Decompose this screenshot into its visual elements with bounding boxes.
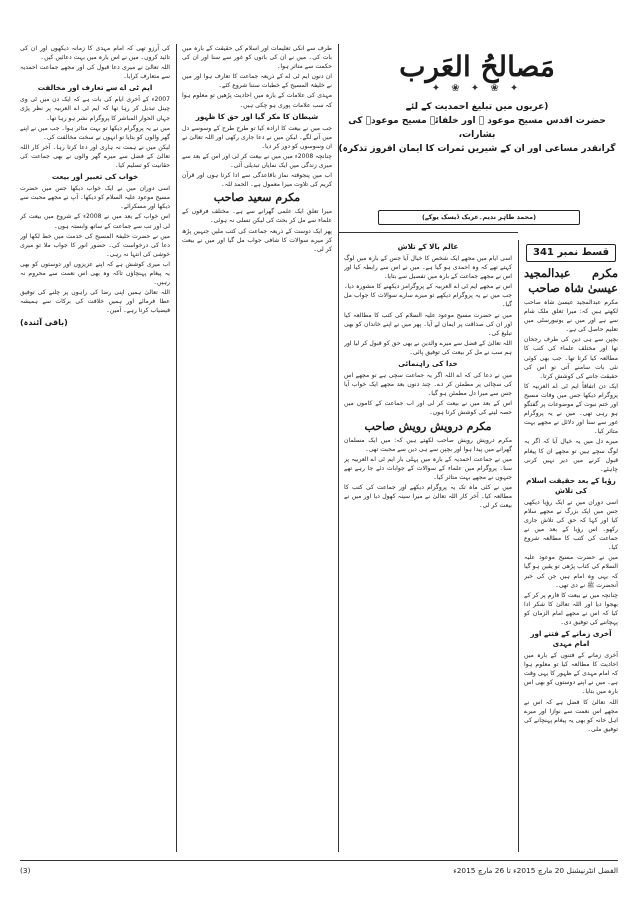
paragraph: میرا تعلق ایک علمی گھرانے سے ہے۔ مختلف فرقوں کے علماء سے مل کر بحث کی لیکن تسلی نہ ہوئی۔ <box>182 208 332 225</box>
masthead <box>338 44 616 234</box>
paragraph: پھر ایک دوست کے ذریعہ جماعت کی کتب ملیں جنہیں پڑھ کر میرے سوالات کا شافی جواب مل گیا اور میں نے بیعت کر لی۔ <box>182 227 332 253</box>
column-divider <box>518 240 519 852</box>
installment-badge: قسط نمبر 341 <box>526 244 616 262</box>
masthead-subtitle: (عربوں میں تبلیغ احمدیت کے لئے <box>405 102 549 112</box>
paragraph: مکرم درویش رویش صاحب لکھتے ہیں کہ: میں ایک مسلمان گھرانے میں پیدا ہوا اور بچپن سے ہی دین سے محبت تھی۔ <box>344 436 512 453</box>
article-column-4 <box>20 44 170 854</box>
author-credit: (محمد طاہر ندیم۔عربک ڈیسک یوکے) <box>378 210 580 225</box>
article-heading: مکرم سعید صاحب <box>213 191 301 205</box>
paragraph: میں نے جماعت احمدیہ کے بارہ میں پہلی بار ایم ٹی اے العربیہ پر سنا۔ پروگرام میں علماء کے سوالات کے جوابات دئے جا رہے تھے جنہوں نے مجھے بہت متاثر کیا۔ <box>344 455 512 481</box>
article-column-2 <box>344 240 512 854</box>
paragraph: لیکن میں نے ہمت نہ ہاری اور دعا کرتا رہا۔ آخر کار اللہ تعالیٰ کے فضل سے میرے گھر والوں نے بھی جماعت کی حقانیت کو تسلیم کیا۔ <box>20 143 170 170</box>
paragraph: میں نے دعا کی کہ اے اللہ اگر یہ جماعت سچی ہے تو مجھے اس کی سچائی پر مطمئن کر دے۔ چند دنوں بعد مجھے ایک خواب آیا جس سے میرا دل مطمئن ہو گیا۔ <box>344 372 512 398</box>
paragraph: اب میری کوشش ہے کہ اپنے عزیزوں اور دوستوں کو بھی یہ پیغام پہنچاؤں تاکہ وہ بھی اس نعمت سے محروم نہ رہیں۔ <box>20 260 170 287</box>
masthead-divider <box>338 232 518 233</box>
column-divider <box>338 44 339 852</box>
masthead-ornament: ✦ ❀ ✦ ❀ ✦ <box>431 83 523 94</box>
paragraph: ان دنوں ایم ٹی اے کے ذریعہ جماعت کا تعارف ہوا اور میں نے خلیفۃ المسیح کے خطبات سننا شروع کئے۔ <box>182 73 332 90</box>
paragraph: اللہ تعالیٰ کے فضل سے میرے والدین نے بھی حق کو قبول کر لیا اور ہم سب نے مل کر بیعت کی توفیق پائی۔ <box>344 339 512 356</box>
paragraph: چنانچہ میں نے بیعت کا فارم پر کر کے بھجوا دیا اور اللہ تعالیٰ کا شکر ادا کیا کہ اس نے مجھے امام الزمان کو پہچاننے کی توفیق دی۔ <box>524 591 618 626</box>
paragraph: اس کے بعد میں نے بیعت کر لی اور اب جماعت کے کاموں میں حصہ لینے کی کوشش کرتا ہوں۔ <box>344 400 512 417</box>
paragraph: اس خواب کے بعد میں نے 2008ء کے شروع میں بیعت کر لی اور تب سے جماعت کے ساتھ وابستہ ہوں۔ <box>20 213 170 230</box>
paragraph: میں نے کئی ماہ تک یہ پروگرام دیکھے اور جماعت کی کتب کا مطالعہ کیا۔ آخر کار اللہ تعالیٰ نے میرا سینہ کھول دیا اور میں نے بیعت کر لی۔ <box>344 483 512 510</box>
continued-notice: (باقی آئندہ) <box>20 318 68 328</box>
paragraph: میں نے حضرت مسیح موعود علیہ السلام کی کتاب پڑھی تو یقین ہو گیا کہ یہی وہ امام ہیں جن کی خبر آنحضرت ﷺ نے دی تھی۔ <box>524 554 618 589</box>
paragraph: چنانچہ 2008ء میں میں نے بیعت کر لی اور اس کے بعد سے میری زندگی میں ایک نمایاں تبدیلی آئی۔ <box>182 152 332 170</box>
paragraph: اسی دوران میں نے ایک رؤیا دیکھی جس میں ایک بزرگ نے مجھے سلام کیا اور کہا کہ حق کی تلاش جاری رکھو۔ اس رؤیا کے بعد میں نے جماعت کی کتب کا مطالعہ شروع کیا۔ <box>524 498 618 552</box>
paragraph: میں نے حضرت مسیح موعود علیہ السلام کی کتب کا مطالعہ کیا اور ان کی صداقت پر ایمان لے آیا۔ پھر میں نے اپنے خاندان کو بھی تبلیغ کی۔ <box>344 311 512 337</box>
section-subheading: ایم ٹی اے سے تعارف اور مخالفت <box>37 83 153 93</box>
section-subheading: خواب کی تعبیر اور بیعت <box>51 172 139 182</box>
column-divider <box>176 44 177 852</box>
paragraph: اللہ تعالیٰ ہمیں اپنی رضا کی راہوں پر چلنے کی توفیق عطا فرمائے اور ہمیں خلافت کی برکات سے ہمیشہ فیضیاب کرتا رہے۔ آمین۔ <box>20 289 170 315</box>
paragraph: آخری زمانے کے فتنوں کے بارہ میں احادیث کا مطالعہ کیا تو معلوم ہوا کہ امام مہدی کے ظہور کا یہی وقت ہے۔ میں نے اپنے دوستوں کو بھی اس بارہ میں بتایا۔ <box>524 652 618 696</box>
footer-divider <box>20 860 618 861</box>
article-column-3 <box>182 44 332 854</box>
section-subheading: رؤیا کے بعد حقیقت اسلام کی تلاش <box>526 475 616 495</box>
paragraph: اسی دوران میں نے ایک خواب دیکھا جس میں حضرت مسیح موعود علیہ السلام کو دیکھا۔ آپ نے مجھے محبت سے دیکھا اور مسکرائے۔ <box>20 185 170 211</box>
paragraph: اب میں پنجوقتہ نماز باقاعدگی سے ادا کرتا ہوں اور قرآن کریم کی تلاوت میرا معمول ہے۔ الحمد للہ۔ <box>182 172 332 189</box>
article-heading: مکرم عبدالمجید عیسیٰ شاہ صاحب <box>524 266 618 295</box>
section-subheading: خدا کی راہنمائی <box>398 359 458 369</box>
paragraph: اسی ایام میں مجھے ایک شخص کا خیال آیا جس کے بارہ میں لوگ کہتے تھے کہ وہ احمدی ہو گیا ہے۔ میں نے اس سے رابطہ کیا اور اس نے مجھے جماعت کے بارہ میں تفصیل سے بتایا۔ <box>344 255 512 281</box>
paragraph: اللہ تعالیٰ کا فضل ہے کہ اس نے مجھے اس نعمت سے نوازا اور میرے اہل خانہ کو بھی یہ پیغام پہنچانے کی توفیق ملی۔ <box>524 698 618 733</box>
paragraph: کی آرزو تھی کہ امام مہدی کا زمانہ دیکھوں اور ان کی تائید کروں۔ میں نے اس بارہ میں بہت دعائیں کیں۔ <box>20 45 170 62</box>
section-subheading: شیطان کا مکر گیا اور حق کا ظہور <box>195 111 319 121</box>
paragraph: طرف سے انکی تعلیمات اور اسلام کی حقیقت کے بارہ میں بات کی۔ میں نے ان کی باتوں کو غور سے سنا اور ان کی حکمت سے متاثر ہوا۔ <box>182 45 332 71</box>
section-subheading: آخری زمانے کے فتنے اور امام مہدی <box>530 629 612 649</box>
paragraph: جب میں نے بیعت کا ارادہ کیا تو طرح طرح کے وسوسے دل میں آنے لگے۔ لیکن میں نے دعا جاری رکھی اور اللہ تعالیٰ نے ان وسوسوں کو دور کر دیا۔ <box>182 124 332 150</box>
paragraph: میں نے حضرت خلیفۃ المسیح کی خدمت میں خط لکھا اور دعا کی درخواست کی۔ حضور انور کا جواب ملا تو میری خوشی کی انتہا نہ رہی۔ <box>20 232 170 258</box>
paragraph: مکرم عبدالمجید عیسیٰ شاہ صاحب لکھتے ہیں کہ: میرا تعلق ملک شام سے ہے اور میں نے یونیورسٹی میں تعلیم حاصل کی ہے۔ <box>524 299 618 334</box>
article-heading: مکرم درویش رویش صاحب <box>364 419 492 433</box>
paragraph: اللہ تعالیٰ نے میری دعا قبول کی اور مجھے جماعت احمدیہ سے متعارف کرایا۔ <box>20 64 170 81</box>
article-column-1 <box>524 242 618 854</box>
paragraph: ایک دن اتفاقاً ایم ٹی اے العربیہ کا پروگرام دیکھا جس میں وفات مسیح اور ختم نبوت کے موضوعات پر گفتگو ہو رہی تھی۔ میں نے یہ پروگرام غور سے سنا اور دلائل نے مجھے بہت متاثر کیا۔ <box>524 382 618 436</box>
section-subheading: عالم بالا کے تلاش <box>397 242 459 251</box>
paragraph: میرے دل میں یہ خیال آیا کہ اگر یہ لوگ سچے ہیں تو مجھے ان کا پیغام قبول کرنے میں دیر نہیں کرنی چاہئے۔ <box>524 438 618 473</box>
paragraph: مہدی کی علامات کے بارہ میں احادیث پڑھیں تو معلوم ہوا کہ سب علامات پوری ہو چکی ہیں۔ <box>182 92 332 109</box>
paragraph: میں نے یہ پروگرام دیکھا تو بہت متاثر ہوا۔ جب میں نے اپنے گھر والوں کو بتایا تو انہوں نے سخت مخالفت کی۔ <box>20 124 170 141</box>
issue-line: الفضل انٹرنیشنل 20 مارچ 2015ء تا 26 مارچ 2015ء <box>453 866 618 875</box>
masthead-line-3: گرانقدر مساعی اور ان کے شیریں ثمرات کا ایمان افروز تذکرہ) <box>338 144 616 154</box>
masthead-title: مَصالحُ العَرب <box>399 50 555 83</box>
paragraph: اس نے مجھے ایم ٹی اے العربیہ کے پروگرامز دیکھنے کا مشورہ دیا۔ جب میں نے یہ پروگرام دیکھے تو میرے سارے سوالات کا جواب مل گیا۔ <box>344 283 512 309</box>
masthead-line-2: حضرت اقدس مسیح موعود ؑ اور خلفائے مسیح موعودؑ کی بشارات، <box>348 116 606 140</box>
page-number: (3) <box>20 866 31 875</box>
paragraph: 2007ء کے آخری ایام کی بات ہے کہ ایک دن میں ٹی وی چینل تبدیل کر رہا تھا کہ ایم ٹی اے العربیہ پر نظر پڑی جہاں الحوار المباشر کا پروگرام نشر ہو رہا تھا۔ <box>20 96 170 122</box>
paragraph: بچپن سے ہی دین کی طرف رجحان تھا اور مختلف علماء کی کتب کا مطالعہ کیا کرتا تھا۔ جب بھی کوئی نئی بات سامنے آتی تو اس کی حقیقت جاننے کی کوشش کرتا۔ <box>524 336 618 380</box>
